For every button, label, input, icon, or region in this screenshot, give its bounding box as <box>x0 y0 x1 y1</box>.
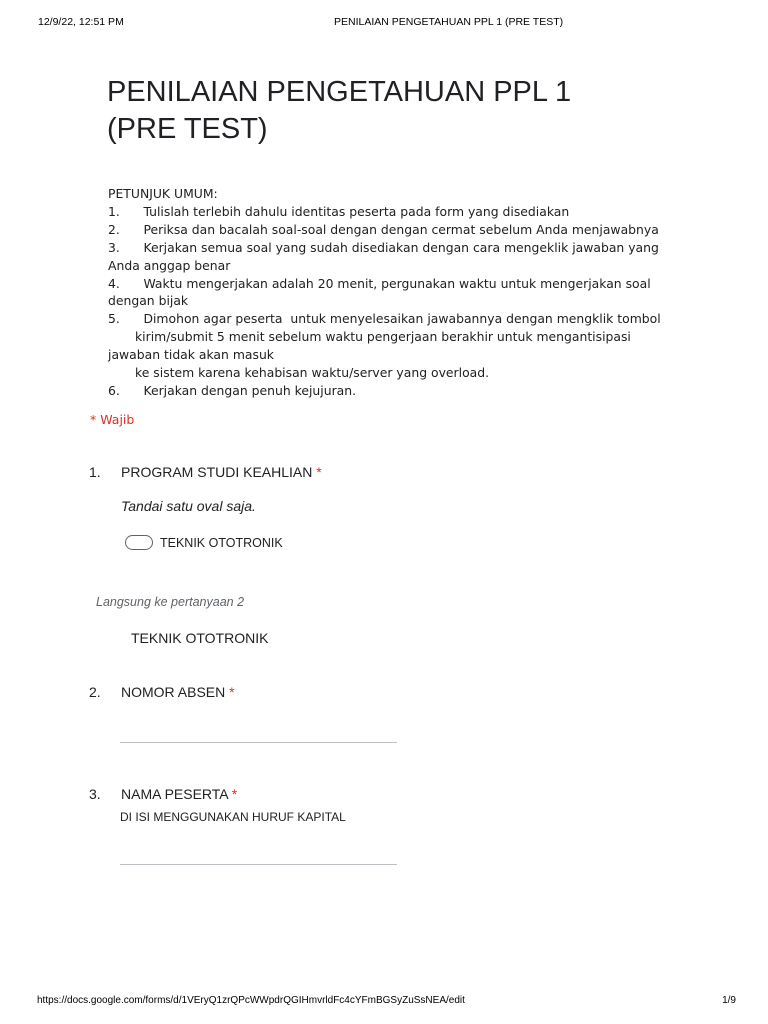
instruction-line: dengan bijak <box>108 293 189 309</box>
print-document-title: PENILAIAN PENGETAHUAN PPL 1 (PRE TEST) <box>334 16 564 28</box>
form-instructions <box>108 185 668 400</box>
instruction-line: 4. Waktu mengerjakan adalah 20 menit, pergunakan waktu untuk mengerjakan soal <box>108 275 651 291</box>
instruction-line: 6. Kerjakan dengan penuh kejujuran. <box>108 382 357 398</box>
question-title <box>121 684 235 700</box>
question-title <box>121 464 322 480</box>
option-label: TEKNIK OTOTRONIK <box>160 536 283 550</box>
print-footer <box>37 995 736 1009</box>
goto-section-note: Langsung ke pertanyaan 2 <box>96 595 245 609</box>
nama-peserta-answer-line[interactable] <box>120 864 397 865</box>
instruction-line: jawaban tidak akan masuk <box>108 347 274 363</box>
question-title-text: NOMOR ABSEN <box>121 684 226 700</box>
nomor-absen-answer-line[interactable] <box>120 742 397 743</box>
question-title-text: NAMA PESERTA <box>121 786 228 802</box>
form-title-line-1: PENILAIAN PENGETAHUAN PPL 1 <box>107 76 572 108</box>
question-1-hint: Tandai satu oval saja. <box>121 498 256 514</box>
question-number: 3. <box>89 786 101 802</box>
instruction-line: 2. Periksa dan bacalah soal-soal dengan dengan cermat sebelum Anda menjawabnya <box>108 221 659 237</box>
form-title-line-2: (PRE TEST) <box>107 113 268 145</box>
instruction-line: PETUNJUK UMUM: <box>108 186 218 201</box>
page-number: 1/9 <box>722 995 736 1006</box>
question-title-text: PROGRAM STUDI KEAHLIAN <box>121 464 313 480</box>
question-title <box>121 786 237 802</box>
print-url: https://docs.google.com/forms/d/1VEryQ1zrQPcWWpdrQGIHmvrldFc4cYFmBGSyZuSsNEA/edit <box>37 995 465 1006</box>
instruction-line: 1. Tulislah terlebih dahulu identitas peserta pada form yang disediakan <box>108 203 570 219</box>
question-3-description: DI ISI MENGGUNAKAN HURUF KAPITAL <box>120 810 346 824</box>
radio-oval[interactable] <box>125 535 153 550</box>
required-note: * Wajib <box>90 412 135 427</box>
instruction-line: kirim/submit 5 menit sebelum waktu pengerjaan berakhir untuk mengantisipasi <box>135 329 631 345</box>
instruction-line: Anda anggap benar <box>108 257 231 273</box>
question-number: 2. <box>89 684 101 700</box>
instruction-line: 5. Dimohon agar peserta untuk menyelesaikan jawabannya dengan mengklik tombol <box>108 311 661 327</box>
form-title <box>107 74 667 148</box>
required-asterisk: * <box>229 684 235 700</box>
section-title: TEKNIK OTOTRONIK <box>131 630 269 646</box>
print-date: 12/9/22, 12:51 PM <box>38 16 124 28</box>
instruction-line: ke sistem karena kehabisan waktu/server yang overload. <box>135 365 490 381</box>
required-asterisk: * <box>316 464 322 480</box>
print-header <box>38 16 738 32</box>
question-number: 1. <box>89 464 101 480</box>
required-asterisk: * <box>231 786 238 802</box>
instruction-line: 3. Kerjakan semua soal yang sudah disediakan dengan cara mengeklik jawaban yang <box>108 239 659 255</box>
